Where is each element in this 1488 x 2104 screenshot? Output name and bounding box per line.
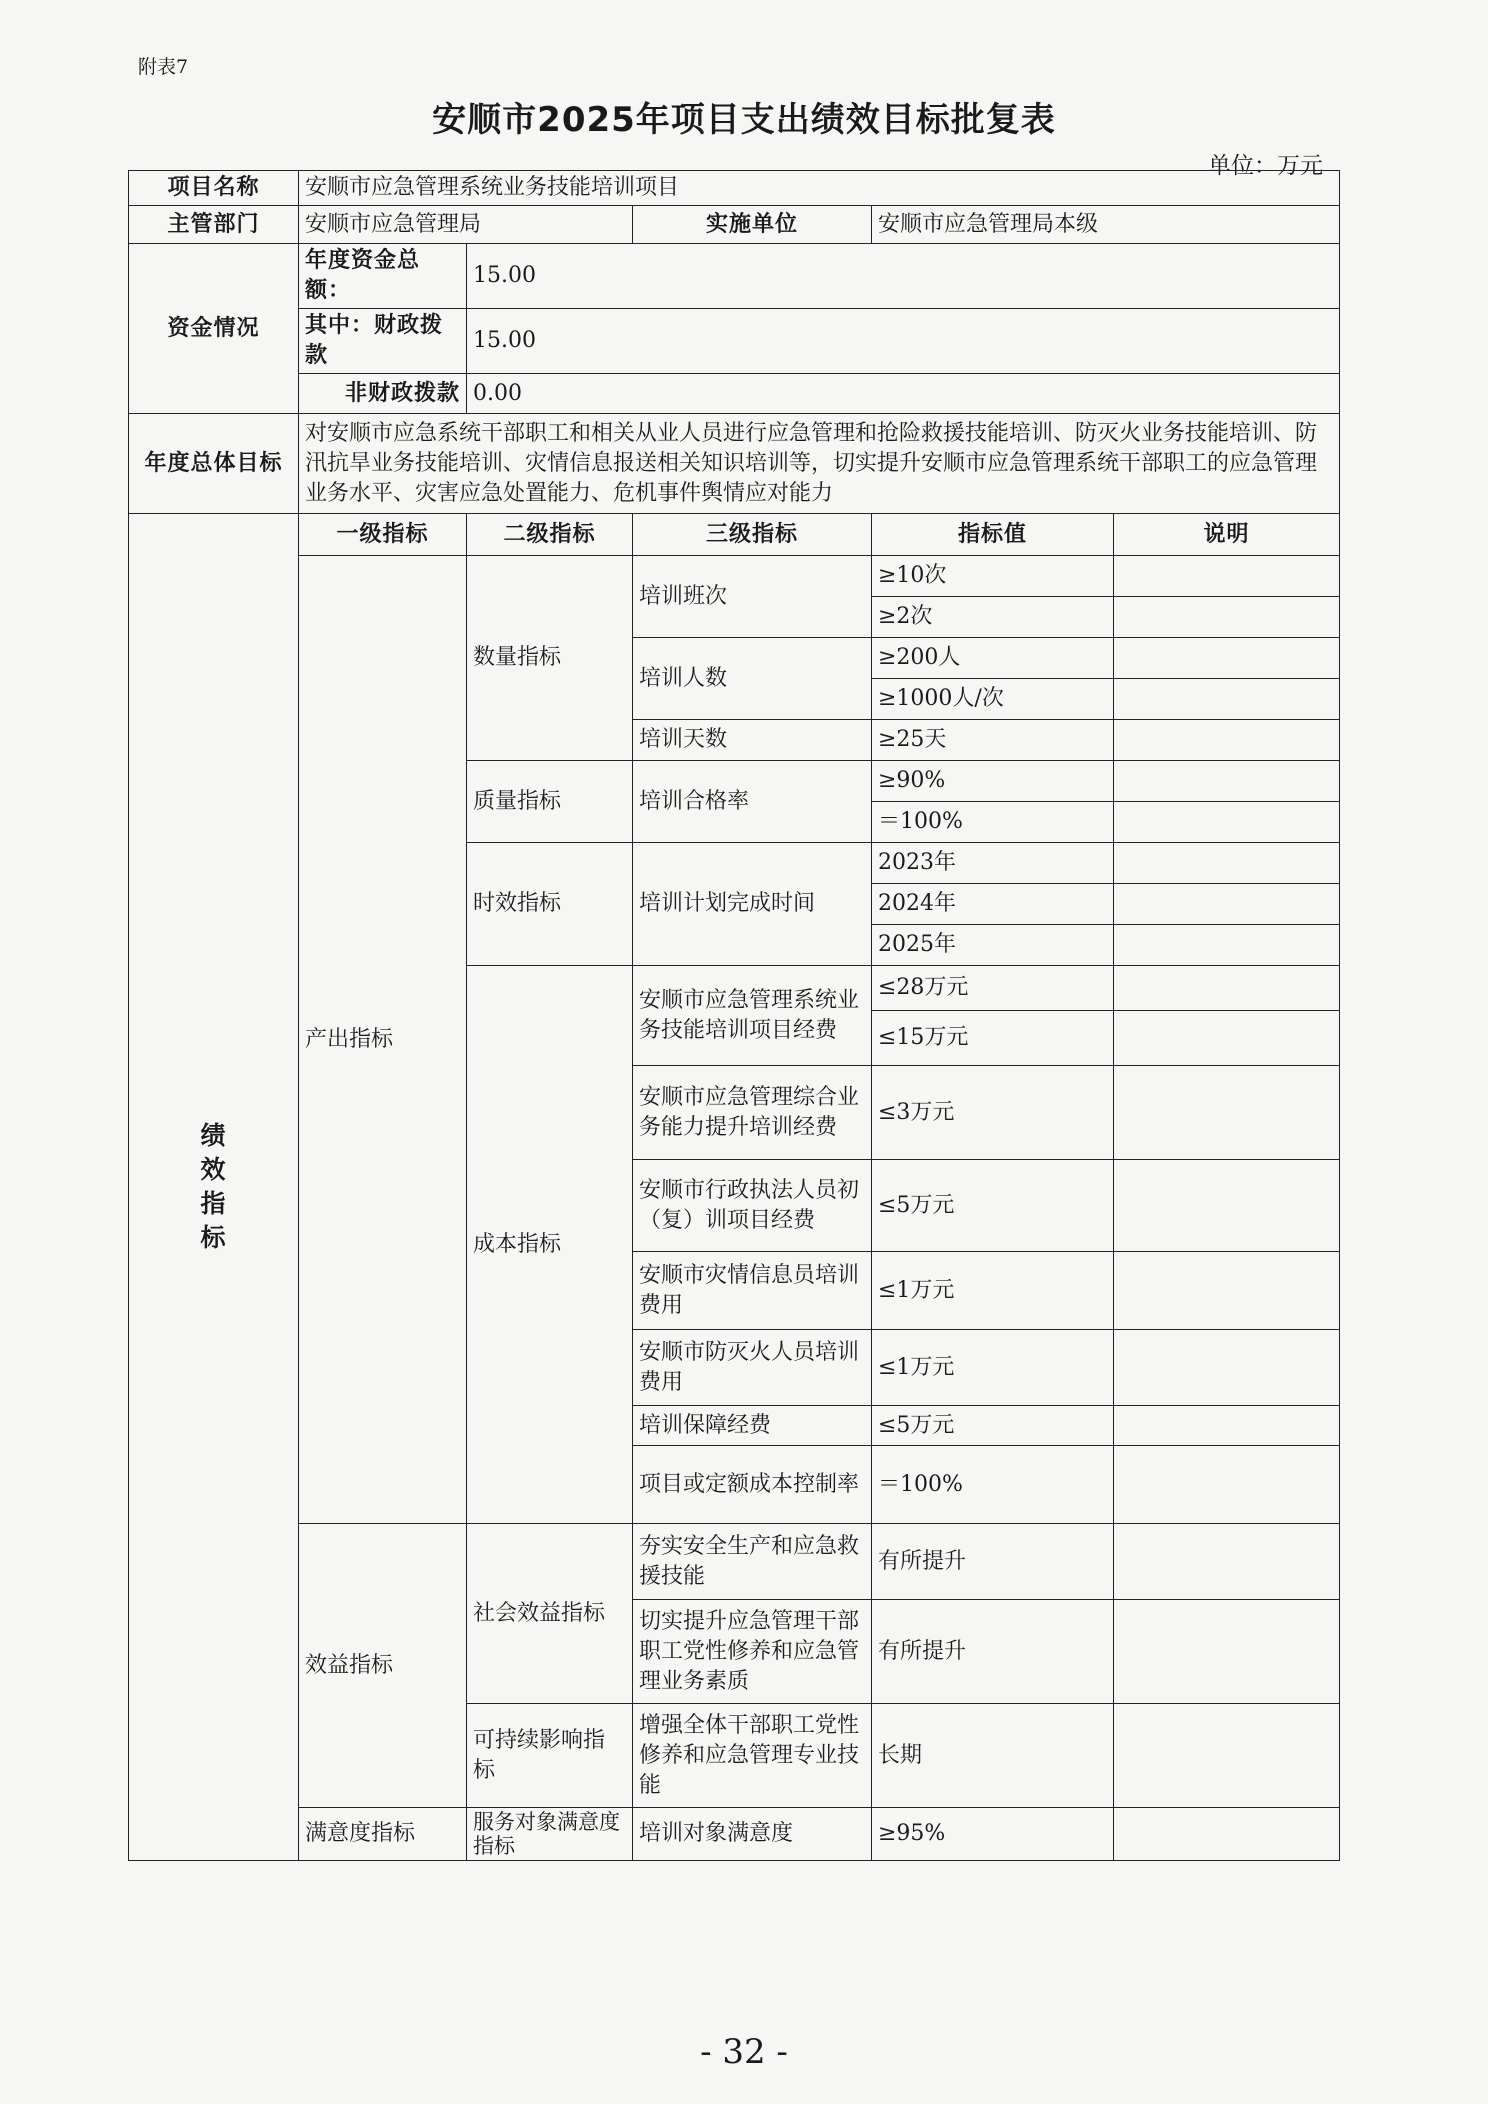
note-cell (1114, 802, 1340, 843)
value-people-b: ≥1000人/次 (872, 679, 1114, 720)
value-sustain1: 长期 (872, 1704, 1114, 1808)
funds-fiscal-value: 15.00 (467, 309, 1340, 374)
header-level1: 一级指标 (299, 514, 467, 556)
l3-people: 培训人数 (633, 638, 872, 720)
value-cost2: ≤3万元 (872, 1066, 1114, 1160)
value-social1: 有所提升 (872, 1524, 1114, 1600)
note-cell (1114, 1524, 1340, 1600)
impl-label: 实施单位 (633, 206, 872, 244)
value-days: ≥25天 (872, 720, 1114, 761)
l3-social2: 切实提升应急管理干部职工党性修养和应急管理业务素质 (633, 1600, 872, 1704)
l1-satisfaction: 满意度指标 (299, 1808, 467, 1861)
value-sessions-b: ≥2次 (872, 597, 1114, 638)
note-cell (1114, 1252, 1340, 1330)
l3-cost5: 安顺市防灭火人员培训费用 (633, 1330, 872, 1406)
value-cost1-a: ≤28万元 (872, 966, 1114, 1011)
note-cell (1114, 1704, 1340, 1808)
note-cell (1114, 556, 1340, 597)
value-cost1-b: ≤15万元 (872, 1011, 1114, 1066)
l3-days: 培训天数 (633, 720, 872, 761)
note-cell (1114, 597, 1340, 638)
note-cell (1114, 925, 1340, 966)
value-sessions-a: ≥10次 (872, 556, 1114, 597)
note-cell (1114, 1330, 1340, 1406)
value-cost3: ≤5万元 (872, 1160, 1114, 1252)
l3-pass-rate: 培训合格率 (633, 761, 872, 843)
value-social2: 有所提升 (872, 1600, 1114, 1704)
perf-label: 绩效指标 (200, 1121, 227, 1252)
note-cell (1114, 720, 1340, 761)
l3-sessions: 培训班次 (633, 556, 872, 638)
value-people-a: ≥200人 (872, 638, 1114, 679)
appendix-label: 附表7 (138, 56, 189, 78)
note-cell (1114, 679, 1340, 720)
l3-cost3: 安顺市行政执法人员初（复）训项目经费 (633, 1160, 872, 1252)
funds-nonfiscal-label: 非财政拨款 (299, 374, 467, 414)
perf-label-cell (129, 514, 299, 1861)
l3-cost2: 安顺市应急管理综合业务能力提升培训经费 (633, 1066, 872, 1160)
l2-service: 服务对象满意度指标 (467, 1808, 633, 1861)
note-cell (1114, 1406, 1340, 1446)
value-time-b: 2024年 (872, 884, 1114, 925)
l3-plan-time: 培训计划完成时间 (633, 843, 872, 966)
value-cost5: ≤1万元 (872, 1330, 1114, 1406)
l2-timeliness: 时效指标 (467, 843, 633, 966)
l2-sustain: 可持续影响指标 (467, 1704, 633, 1808)
note-cell (1114, 638, 1340, 679)
l3-satisfaction1: 培训对象满意度 (633, 1808, 872, 1861)
header-value: 指标值 (872, 514, 1114, 556)
value-satisfaction1: ≥95% (872, 1808, 1114, 1861)
l3-cost4: 安顺市灾情信息员培训费用 (633, 1252, 872, 1330)
header-note: 说明 (1114, 514, 1340, 556)
note-cell (1114, 1808, 1340, 1861)
l3-cost7: 项目或定额成本控制率 (633, 1446, 872, 1524)
funds-nonfiscal-value: 0.00 (467, 374, 1340, 414)
project-name-label: 项目名称 (129, 171, 299, 206)
performance-table (128, 170, 1340, 1861)
dept-label: 主管部门 (129, 206, 299, 244)
l2-quantity: 数量指标 (467, 556, 633, 761)
note-cell (1114, 1011, 1340, 1066)
value-time-a: 2023年 (872, 843, 1114, 884)
note-cell (1114, 843, 1340, 884)
funds-total-label: 年度资金总额： (299, 244, 467, 309)
funds-total-value: 15.00 (467, 244, 1340, 309)
l2-social: 社会效益指标 (467, 1524, 633, 1704)
value-pass-a: ≥90% (872, 761, 1114, 802)
funds-label: 资金情况 (129, 244, 299, 414)
l3-sustain1: 增强全体干部职工党性修养和应急管理专业技能 (633, 1704, 872, 1808)
value-cost4: ≤1万元 (872, 1252, 1114, 1330)
page-number: - 32 - (700, 2032, 788, 2072)
funds-fiscal-label: 其中：财政拨款 (299, 309, 467, 374)
l2-cost: 成本指标 (467, 966, 633, 1524)
value-cost7: ＝100% (872, 1446, 1114, 1524)
note-cell (1114, 761, 1340, 802)
impl-value: 安顺市应急管理局本级 (872, 206, 1340, 244)
header-level3: 三级指标 (633, 514, 872, 556)
note-cell (1114, 1066, 1340, 1160)
l3-cost6: 培训保障经费 (633, 1406, 872, 1446)
page-title: 安顺市2025年项目支出绩效目标批复表 (432, 100, 1056, 140)
value-cost6: ≤5万元 (872, 1406, 1114, 1446)
note-cell (1114, 884, 1340, 925)
note-cell (1114, 1160, 1340, 1252)
l3-social1: 夯实安全生产和应急救援技能 (633, 1524, 872, 1600)
unit-label: 单位：万元 (1208, 153, 1323, 179)
value-time-c: 2025年 (872, 925, 1114, 966)
l1-benefit: 效益指标 (299, 1524, 467, 1808)
dept-value: 安顺市应急管理局 (299, 206, 633, 244)
note-cell (1114, 966, 1340, 1011)
l1-output: 产出指标 (299, 556, 467, 1524)
goal-text: 对安顺市应急系统干部职工和相关从业人员进行应急管理和抢险救援技能培训、防灭火业务技能培训、防汛抗旱业务技能培训、灾情信息报送相关知识培训等，切实提升安顺市应急管理系统干部职工的应急管理业务水平、灾害应急处置能力、危机事件舆情应对能力 (299, 414, 1340, 514)
value-pass-b: ＝100% (872, 802, 1114, 843)
l2-quality: 质量指标 (467, 761, 633, 843)
project-name: 安顺市应急管理系统业务技能培训项目 (299, 171, 1340, 206)
goal-label: 年度总体目标 (129, 414, 299, 514)
l3-cost1: 安顺市应急管理系统业务技能培训项目经费 (633, 966, 872, 1066)
header-level2: 二级指标 (467, 514, 633, 556)
note-cell (1114, 1446, 1340, 1524)
note-cell (1114, 1600, 1340, 1704)
